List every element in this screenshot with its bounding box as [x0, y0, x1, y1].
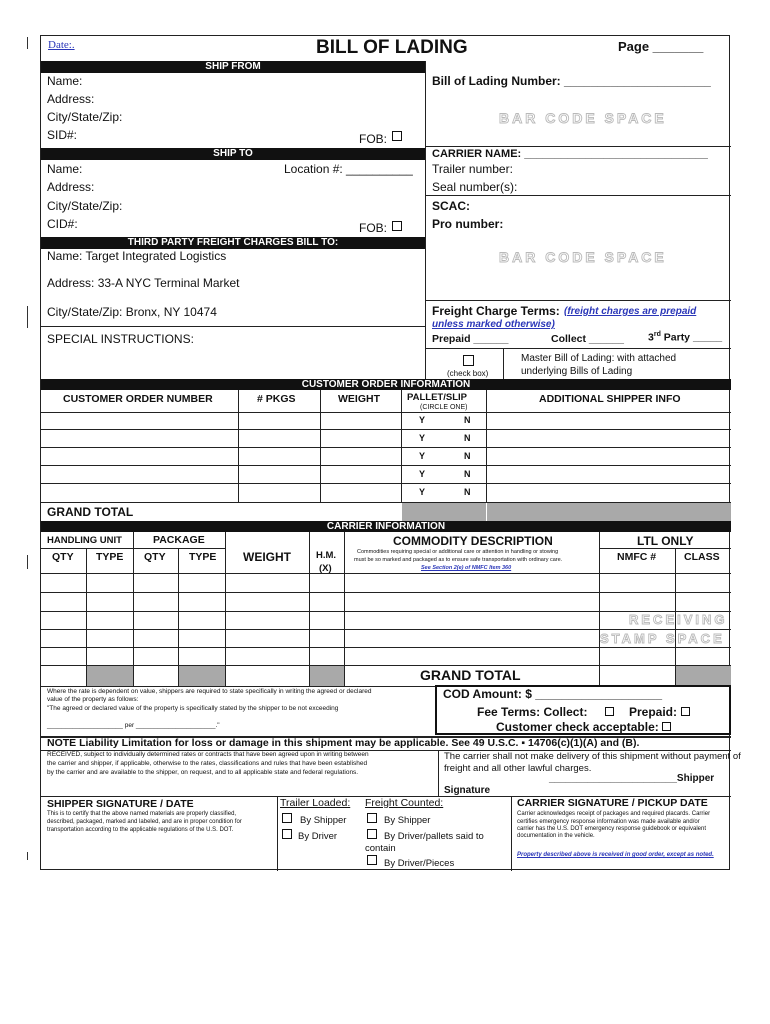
value-text: "The agreed or declared value of the property is specifically stated by the shipper to be not exceeding	[47, 705, 339, 712]
special-instructions[interactable]: SPECIAL INSTRUCTIONS:	[47, 332, 194, 346]
col-customer-order-number: CUSTOMER ORDER NUMBER	[63, 393, 213, 405]
freight-by-shipper-label: By Shipper	[384, 815, 431, 826]
yes-option[interactable]: Y	[419, 487, 426, 497]
row-line	[41, 592, 731, 593]
col-hm: H.M.	[316, 550, 337, 561]
yes-option[interactable]: Y	[419, 469, 426, 479]
freight-by-driver-pieces-label: By Driver/Pieces	[384, 858, 455, 869]
col-line	[309, 532, 310, 686]
ship-to-address[interactable]: Address:	[47, 180, 95, 194]
col-handling-unit: HANDLING UNIT	[47, 535, 122, 546]
shaded-cell	[402, 503, 486, 521]
collect-checkbox[interactable]	[605, 707, 614, 716]
trailer-number-field[interactable]: Trailer number:	[432, 162, 513, 176]
col-line	[401, 390, 402, 502]
col-line	[238, 390, 239, 502]
ship-to-fob-checkbox[interactable]	[392, 221, 402, 231]
yes-option[interactable]: Y	[419, 415, 426, 425]
freight-by-driver-pallets-checkbox[interactable]	[367, 829, 377, 839]
yes-option[interactable]: Y	[419, 451, 426, 461]
divider	[41, 326, 425, 327]
margin-mark	[27, 852, 28, 860]
col-line	[225, 532, 226, 686]
receiving-stamp-space: RECEIVING	[629, 612, 728, 627]
divider	[511, 796, 512, 871]
ship-to-name[interactable]: Name:	[47, 162, 83, 176]
third-party-text: Party _____	[660, 331, 723, 344]
delivery-text: freight and all other lawful charges.	[444, 763, 592, 774]
carrier-ack-text: Carrier acknowledges receipt of packages and required placards. Carrier	[517, 811, 711, 817]
divider	[438, 750, 439, 796]
col-circle-one: (CIRCLE ONE)	[420, 404, 468, 411]
shipper-certify-text: This is to certify that the above named materials are properly classified,	[47, 811, 237, 817]
ship-to-fob-label: FOB:	[359, 221, 388, 235]
fee-terms-collect: Fee Terms: Collect:	[477, 705, 588, 719]
received-text: by the carrier and are available to the shipper, on request, and to all applicable state and federal regulations.	[47, 769, 359, 776]
col-pkg-qty: QTY	[144, 551, 166, 563]
page-title: BILL OF LADING	[316, 37, 468, 58]
col-hu-qty: QTY	[52, 551, 74, 563]
shipper-signature-title: SHIPPER SIGNATURE / DATE	[47, 798, 194, 810]
divider	[425, 146, 731, 147]
col-pkg-type: TYPE	[189, 551, 217, 563]
margin-mark	[27, 555, 28, 569]
shipper-certify-text: described, packaged, marked and labeled, and are in proper condition for	[47, 819, 242, 825]
page-number-field[interactable]: Page _______	[618, 39, 704, 54]
divider	[425, 300, 731, 301]
commodity-note-link[interactable]: See Section 2(e) of NMFC Item 360	[421, 565, 512, 571]
no-option[interactable]: N	[464, 433, 471, 443]
third-party-terms-field[interactable]	[648, 331, 722, 344]
row-line	[41, 573, 731, 574]
third-party-text: 3	[648, 331, 654, 344]
ship-from-sid[interactable]: SID#:	[47, 128, 78, 142]
carrier-name-field[interactable]: CARRIER NAME: ______________________________	[432, 148, 708, 160]
col-hu-type: TYPE	[96, 551, 124, 563]
freight-contain-label: contain	[365, 843, 396, 854]
ship-to-banner: SHIP TO	[41, 148, 425, 160]
col-package: PACKAGE	[153, 534, 205, 546]
master-bol-text: underlying Bills of Lading	[521, 366, 633, 377]
margin-mark	[27, 306, 28, 328]
carrier-ack-text: certifies emergency response information was made available and/or	[517, 819, 700, 825]
divider	[425, 195, 731, 196]
barcode-space: BAR CODE SPACE	[499, 249, 667, 265]
ship-from-banner: SHIP FROM	[41, 61, 425, 73]
third-party-address[interactable]: Address: 33-A NYC Terminal Market	[47, 276, 240, 290]
customer-order-banner: CUSTOMER ORDER INFORMATION	[41, 379, 731, 390]
trailer-loaded-title: Trailer Loaded:	[280, 797, 351, 809]
commodity-note: Commodities requiring special or additional care or attention in handling or stowing	[357, 549, 559, 555]
column-divider	[425, 61, 426, 379]
row-line	[41, 429, 731, 430]
property-received-note: Property described above is received in good order, except as noted.	[517, 852, 714, 858]
no-option[interactable]: N	[464, 487, 471, 497]
master-bol-checkbox[interactable]	[463, 355, 474, 366]
third-party-banner: THIRD PARTY FREIGHT CHARGES BILL TO:	[41, 237, 425, 249]
row-line	[41, 665, 731, 666]
third-party-city[interactable]: City/State/Zip: Bronx, NY 10474	[47, 305, 217, 319]
col-line	[133, 532, 134, 686]
ship-from-city[interactable]: City/State/Zip:	[47, 110, 123, 124]
ship-from-name[interactable]: Name:	[47, 74, 83, 88]
carrier-ack-text: documentation in the vehicle.	[517, 833, 595, 839]
freight-by-driver-pieces-checkbox[interactable]	[367, 855, 377, 865]
third-party-name[interactable]: Name: Target Integrated Logistics	[47, 249, 227, 263]
trailer-by-shipper-checkbox[interactable]	[282, 813, 292, 823]
freight-counted-title: Freight Counted:	[365, 797, 444, 809]
bol-number-field[interactable]: Bill of Lading Number: ______________________	[432, 74, 711, 88]
col-additional-shipper-info: ADDITIONAL SHIPPER INFO	[539, 393, 681, 405]
carrier-info-banner: CARRIER INFORMATION	[41, 521, 731, 532]
seal-number-field[interactable]: Seal number(s):	[432, 180, 518, 194]
row-line	[41, 412, 731, 413]
col-class: CLASS	[684, 551, 720, 563]
ship-from-fob-label: FOB:	[359, 132, 388, 146]
customer-check-acceptable: Customer check acceptable:	[496, 720, 659, 734]
col-line	[599, 532, 600, 686]
scac-field[interactable]: SCAC:	[432, 199, 470, 213]
customer-order-grand-total: GRAND TOTAL	[47, 505, 134, 519]
received-text: the carrier and shipper, if applicable, otherwise to the rates, classifications and rules that have been established	[47, 760, 368, 767]
shaded-cell	[676, 666, 731, 686]
trailer-by-shipper-label: By Shipper	[300, 815, 347, 826]
row-line	[41, 447, 731, 448]
shipper-signature-line[interactable]: _______________________Shipper	[549, 773, 715, 784]
ship-from-address[interactable]: Address:	[47, 92, 95, 106]
liability-note: NOTE Liability Limitation for loss or damage in this shipment may be applicable. See 49 U.S.C. ▪ 14706(c)(1)(A) and (B).	[47, 737, 640, 749]
freight-terms-note: (freight charges are prepaid	[564, 306, 697, 317]
shaded-cell	[87, 666, 133, 686]
collect-field[interactable]: Collect ______	[551, 333, 624, 345]
prepaid-field[interactable]: Prepaid ______	[432, 333, 509, 345]
freight-by-driver-pallets-label: By Driver/pallets said to	[384, 831, 484, 842]
col-weight: WEIGHT	[338, 393, 380, 405]
carrier-signature-title: CARRIER SIGNATURE / PICKUP DATE	[517, 797, 708, 809]
divider	[425, 348, 731, 349]
shipper-certify-text: transportation according to the applicable regulations of the U.S. DOT.	[47, 827, 234, 833]
bill-of-lading-form	[40, 35, 741, 870]
divider	[277, 796, 278, 871]
check-box-hint: (check box)	[447, 369, 489, 378]
receiving-stamp-space: STAMP SPACE	[600, 631, 725, 646]
freight-by-shipper-checkbox[interactable]	[367, 813, 377, 823]
no-option[interactable]: N	[464, 451, 471, 461]
pro-number-field[interactable]: Pro number:	[432, 217, 504, 231]
row-line	[41, 647, 731, 648]
value-text: value of the property as follows:	[47, 696, 139, 703]
no-option[interactable]: N	[464, 415, 471, 425]
value-text: Where the rate is dependent on value, shippers are required to state specifically in writing the agreed or declared	[47, 688, 372, 695]
col-hm: (X)	[319, 563, 332, 574]
fee-terms-prepaid: Prepaid:	[629, 705, 678, 719]
ship-to-cid[interactable]: CID#:	[47, 217, 78, 231]
col-nmfc: NMFC #	[617, 551, 657, 563]
no-option[interactable]: N	[464, 469, 471, 479]
row-line	[599, 548, 731, 549]
ship-from-fob-checkbox[interactable]	[392, 131, 402, 141]
ship-to-city[interactable]: City/State/Zip:	[47, 199, 123, 213]
divider	[503, 348, 504, 379]
shaded-cell	[487, 503, 731, 521]
barcode-space: BAR CODE SPACE	[499, 110, 667, 126]
col-ltl-only: LTL ONLY	[637, 534, 694, 548]
carrier-ack-text: carrier has the U.S. DOT emergency response guidebook or equivalent	[517, 826, 706, 832]
col-weight: WEIGHT	[243, 550, 291, 564]
margin-mark	[27, 37, 28, 49]
delivery-text: The carrier shall not make delivery of this shipment without payment of	[444, 751, 741, 762]
row-line	[41, 611, 731, 612]
carrier-grand-total: GRAND TOTAL	[420, 667, 521, 683]
trailer-by-driver-label: By Driver	[298, 831, 338, 842]
master-bol-text: Master Bill of Lading: with attached	[521, 353, 677, 364]
shaded-cell	[179, 666, 225, 686]
col-line	[344, 532, 345, 686]
col-commodity-description: COMMODITY DESCRIPTION	[393, 534, 553, 548]
row-line	[41, 483, 731, 484]
signature-label: Signature	[444, 785, 491, 796]
row-line	[41, 548, 225, 549]
col-line	[320, 390, 321, 502]
prepaid-checkbox[interactable]	[681, 707, 690, 716]
cod-amount-field[interactable]: COD Amount: $ ___________________	[443, 687, 663, 701]
customer-check-checkbox[interactable]	[662, 722, 671, 731]
row-line	[41, 629, 731, 630]
ship-to-location[interactable]: Location #: __________	[284, 162, 413, 176]
col-pkgs: # PKGS	[257, 393, 296, 405]
col-pallet-slip: PALLET/SLIP	[407, 392, 467, 403]
freight-terms-note: unless marked otherwise)	[432, 319, 555, 330]
shaded-cell	[310, 666, 344, 686]
yes-option[interactable]: Y	[419, 433, 426, 443]
declared-value-field[interactable]: _____________________ per ______________________."	[47, 722, 220, 729]
row-line	[41, 465, 731, 466]
freight-charge-terms: Freight Charge Terms:	[432, 304, 560, 318]
trailer-by-driver-checkbox[interactable]	[282, 829, 292, 839]
third-party-superscript: rd	[653, 331, 661, 338]
received-text: RECEIVED, subject to individually determined rates or contracts that have been agreed upon in writing between	[47, 751, 369, 758]
date-field[interactable]: Date:.	[48, 39, 75, 51]
commodity-note: must be so marked and packaged as to ensure safe transportation with ordinary care.	[354, 557, 563, 563]
col-line	[486, 390, 487, 502]
